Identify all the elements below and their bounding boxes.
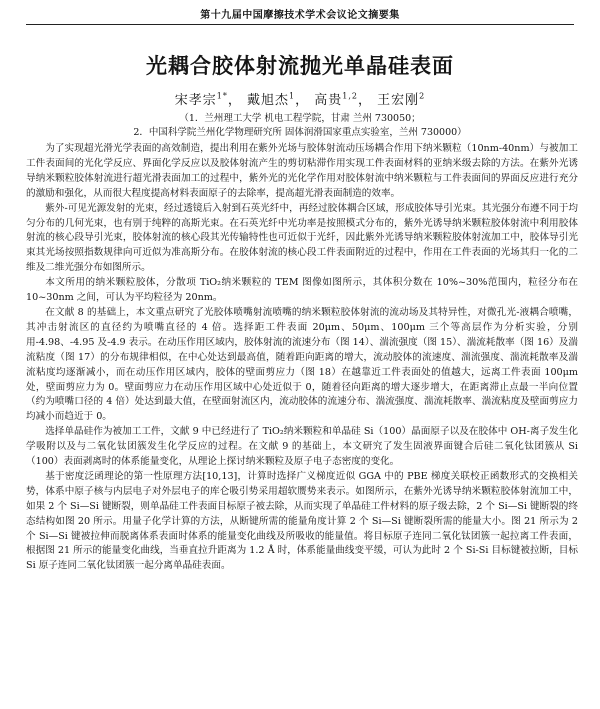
paragraph: 本文所用的纳米颗粒胶体，分散项 TiO₂纳米颗粒的 TEM 图像如图所示，其体积分数在 10%~30%范围内，粒径分布在 10~30nm 之间，可认为平均粒径为 20nm。 xyxy=(26,277,578,304)
author-sup: 1* xyxy=(216,91,228,101)
running-header: 第十九届中国摩擦技术学术会议论文摘要集 xyxy=(26,6,574,25)
author-sup: 1,2 xyxy=(342,91,358,101)
paragraph: 紫外-可见光源发射的光束，经过透镜后入射到石英光纤中，再经过胶体耦合区域，形成胶体导引光束。其光强分布遵不同于均匀分布的几何光束，也有别于纯粹的高斯光束。在石英光纤中光功率是按照模式分布的，紫外光诱导纳米颗粒胶体射流中利用胶体射流的核心段导引光束，胶体射流的核心段其光传输特性也可近似于光纤，因此紫外光诱导纳米颗粒胶体射流加工中，胶体导引光束其光场按照指数规律向可近似为准高斯分布。在胶体射流的核心段工件表面附近的过程中，作用在工件表面的光场其归一化的二维及二维光强分布如图所示。 xyxy=(26,202,578,274)
paragraph: 为了实现超光滑光学表面的高效制造，提出利用在紫外光场与胶体射流动压场耦合作用下纳米颗粒（10nm-40nm）与被加工工件表面间的光化学反应、界面化学反应以及胶体射流产生的剪切粘滞作用实现工件表面材料的亚纳米级去除的方法。在紫外光诱导纳米颗粒胶体射流进行超光滑表面加工的过程中，紫外光的光化学作用对胶体射流中纳米颗粒与工件表面间的界面反应进行充分的激励和强化，从而很大程度提高材料表面原子的去除率，提高超光滑表面制造的效率。 xyxy=(26,143,578,199)
body-text xyxy=(26,142,578,574)
author-sup: 1 xyxy=(289,91,296,101)
paragraph: 在文献 8 的基础上，本文重点研究了光胶体喷嘴射流喷嘴的纳米颗粒胶体射流的流动场及其特异性，对微孔光-液耦合喷嘴，其冲击射流区的直径约为喷嘴直径的 4 倍。选择距工件表面 20μm、50μm、100μm 三个等高层作为分析实验，分别用-4.98、-4.95 及-4.9 表示。在动压作用区域内，胶体射流的流速分布（图 14）、湍流强度（图 15）、湍流耗散率（图 16）及湍流粘度（图 17）的分布规律相似，在中心处达到最高值，随着距向距离的增大，流动胶体的流速度、湍流强度、湍流耗散率及湍流粘度均逐渐减小，而在动压作用区域内，胶体的壁面剪应力（图 18）在越靠近工件表面处的值越大，远离工件表面 100μm 处，壁面剪应力为 0。壁面剪应力在动压作用区域中心处近似于 0，随着径向距离的增大逐步增大，在距离滞止点最一半向位置（约为喷嘴口径的 4 倍）处达到最大值，在壁面射流区内，流动胶体的流速分布、湍流强度、湍流耗散率、湍流粘度及壁面剪应力均减小而趋近于 0。 xyxy=(26,306,578,423)
affiliation-2: 2．中国科学院兰州化学物理研究所 固体润滑国家重点实验室，兰州 730000） xyxy=(133,127,467,138)
author-name: 宋孝宗 xyxy=(174,93,217,108)
author-name: 王宏刚 xyxy=(377,93,420,108)
paragraph: 基于密度泛函理论的第一性原理方法[10,13]，计算时选择广义梯度近似 GGA 中的 PBE 梯度关联校正函数形式的交换相关势，体系中原子核与内层电子对外层电子的库仑吸引势采用超软赝势来表示。如图所示，在紫外光诱导纳米颗粒胶体射流加工中，如果 2 个 Si—Si 键断裂，则单晶硅工件表面目标原子被去除，从而实现了单晶硅工件材料的原子级去除，2 个 Si—Si 键断裂的终态结构如图 20 所示。用量子化学计算的方法，从断键所需的能量角度计算 2 个 Si—Si 键断裂所需的能量大小。图 21 所示为 2 个 Si—Si 键被拉伸而脱离体系表面时体系的能量变化曲线及所吸收的能量值。将目标原子连同二氧化钛团簇一起拉离工件表面，根据图 21 所示的能量变化曲线，当垂直拉升距离为 1.2 Å 时，体系能量曲线变平缓，可认为此时 2 个 Si-Si 目标键被拉断，目标 Si 原子连同二氧化钛团簇一起分离单晶硅表面。 xyxy=(26,470,578,572)
author-list: 宋孝宗$^{1*}$， 戴旭杰$^1$， 高贵$^{1,2}$， 王宏刚$^2$ xyxy=(174,91,426,108)
author-name: 高贵 xyxy=(314,93,343,108)
paper-title: 光耦合胶体射流抛光单晶硅表面 xyxy=(146,54,454,78)
paragraph: 选择单晶硅作为被加工工件，文献 9 中已经进行了 TiO₂纳米颗粒和单晶硅 Si（100）晶面原子以及在胶体中 OH-离子发生化学吸附以及与二氧化钛团簇发生化学反应的过程。在文献 9 的基础上，本文研究了发生固液界面键合后硅二氧化钛团簇从 Si（100）表面剥离时的体系能量变化，从理论上探讨纳米颗粒及原子电子态密度的变化。 xyxy=(26,426,578,468)
author-name: 戴旭杰 xyxy=(247,93,290,108)
author-sup: 2 xyxy=(419,91,426,101)
affiliation-1: （1．兰州理工大学 机电工程学院，甘肃 兰州 730050； xyxy=(179,113,421,124)
